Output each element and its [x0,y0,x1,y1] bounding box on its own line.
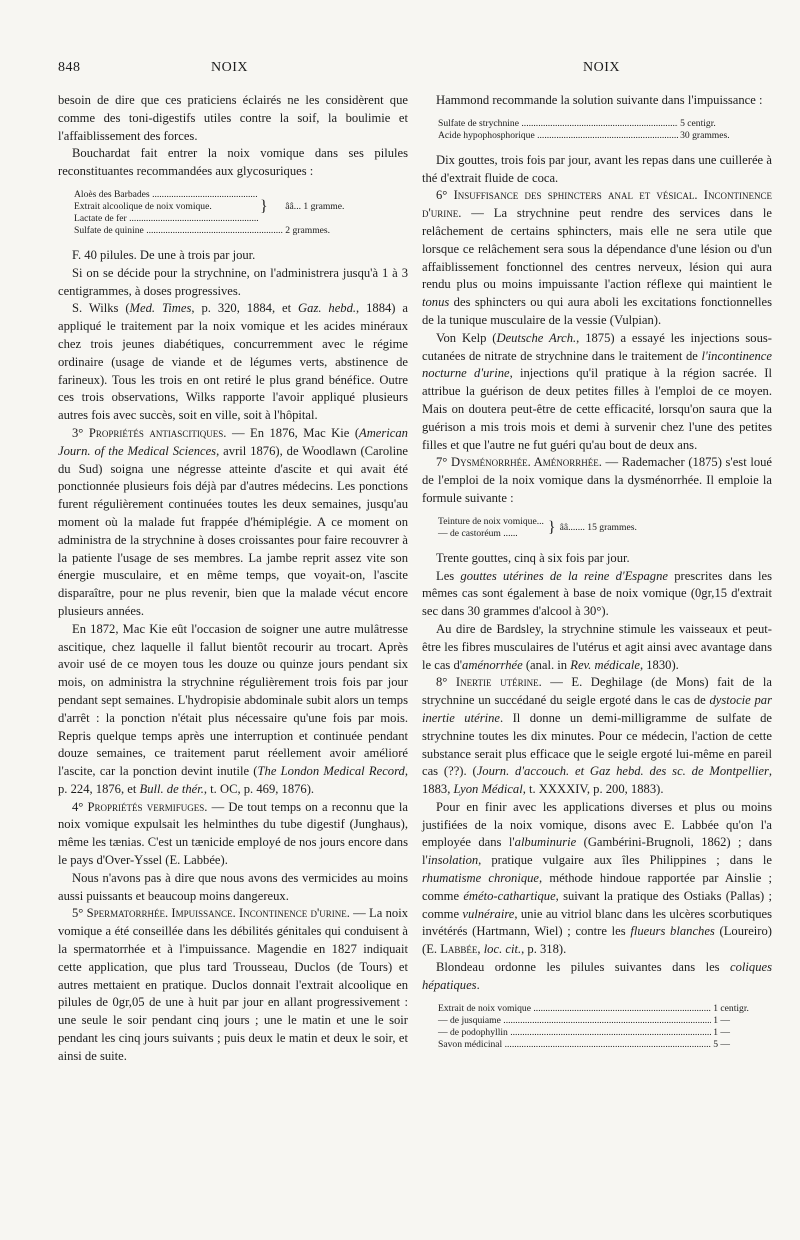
paragraph: Nous n'avons pas à dire que nous avons des vermicides au moins aussi puissants et beaucoup moins dangereux. [58,870,408,903]
running-head-right: NOIX [583,60,620,75]
paragraph: Au dire de Bardsley, la strychnine stimule les vaisseaux et peut-être les fibres musculaires de l'utérus et agit ainsi avec avantage dans le cas d'aménorrhée (anal. in Rev. médicale, 1830). [422,621,772,672]
formula-ingredient: Acide hypophosphorique ..... [436,130,678,142]
section-paragraph: 7° Dysménorrhée. Aménorrhée. — Rademacher (1875) s'est loué de l'emploi de la noix vomique dans la dysménorrhée. Il emploie la formule suivante : [422,455,773,505]
paragraph: S. Wilks (Med. Times, p. 320, 1884, et Gaz. hebd., 1884) a appliqué le traitement par la noix vomique et les acides minéraux chez trois jeunes diabétiques, concurremment avec le régime ordinaire (usage de viande et de légumes verts, abstinence de farineux). Tous les trois en ont retiré le plus grand bénéfice. Outre ces trois observations, Wilks rapporte l'avoir appliqué plusieurs autres fois avec succès, soit en ville, soit à l'hôpital. [58,301,409,423]
formula-table [436,516,639,540]
section-paragraph: 4° Propriétés vermifuges. — De tout temps on a reconnu que la noix vomique expulsait les helminthes du tube digestif (Junghaus), même les tænias. C'est un tænicide employé de nos jours encore dans le pays d'Over-Yssel (E. Labbée). [58,799,408,868]
section-heading: Propriétés vermifuges. [87,799,208,814]
section-heading: Inertie utérine. [455,675,542,690]
section-paragraph: 8° Inertie utérine. — E. Deghilage (de Mons) fait de la strychnine un succédané du seigle ergoté dans le cas de dystocie par inertie utérine. Il donne un demi-milligramme de sulfate de strychnine toutes les dix minutes. Pour ce médecin, l'action de cette substance serait plus efficace que le seigle ergoté lui-même en pareil cas (??). (Journ. d'accouch. et Gaz hebd. des sc. de Montpellier, 1883, Lyon Médical, t. XXXXIV, p. 200, 1883). [422,675,772,797]
paragraph: Von Kelp (Deutsche Arch., 1875) a essayé les injections sous-cutanées de nitrate de strychnine dans le traitement de l'incontinence nocturne d'urine, injections qu'il pratique à la région sacrée. Il attribue la guérison de deux petites filles à l'emploi de ce moyen. Mais on doutera peut-être de cette efficacité, lorsqu'on saura que la guérison a mis trois mois et demi à survenir chez l'une des petites filles et que l'autre ne fut guéri qu'au bout de deux ans. [422,330,772,452]
paragraph: En 1872, Mac Kie eût l'occasion de soigner une autre mulâtresse ascitique, chez laquelle il fallut bientôt recourir au trocart. Après avoir usé de ce moyen tous les douze ou quinze jours pendant six mois, on administra la strychnine régulièrement trois fois par jour pendant sept semaines. L'hydropisie abdominale subit alors un temps d'arrêt : la ponction n'était plus nécessaire qu'une fois par mois. Repris quelque temps après une interruption et continuée pendant douze semaines, ce traitement parut réellement avoir amélioré l'ascite, car la ponction devint inutile (The London Medical Record, p. 224, 1876, et Bull. de thér., t. OC, p. 469, 1876). [58,621,408,796]
paragraph: Bouchardat fait entrer la noix vomique dans ses pilules reconstituantes recommandées aux glycosuriques : [58,146,408,179]
formula-table [436,118,736,142]
formula-quantity: 2 grammes. [285,224,331,236]
section-paragraph: 3° Propriétés antiascitiques. — En 1876, Mac Kie (American Journ. of the Medical Sciences, avril 1876), de Woodlawn (Caroline du Sud) soigna une négresse atteinte d'ascite et qui avait été ponctionnée plusieurs fois déjà par d'autres médecins. Les ponctions furent régulièrement continuées toutes les deux semaines, jusqu'au moment où la malade fut frappée d'hémiplégie. A ce moment on administra de la strychnine à doses croissantes pour faire recouvrer à la patiente l'usage de ses membres. La jambe reprit assez vite son énergie musculaire, et en même temps, que voyait-on, l'ascite disparaître, pour ne plus revenir, bien que la malade vécut encore plusieurs années. [58,425,409,618]
formula-ingredient: — de jusquiame ..... [436,1015,711,1027]
formula-quantity: 1 — [713,1014,730,1026]
formula-ingredient: Extrait de noix vomique ..... [436,1003,711,1015]
section-heading: Dysménorrhée. Aménorrhée. [450,455,602,470]
formula-brace: } [260,197,268,215]
paragraph: Hammond recommande la solution suivante dans l'impuissance : [436,93,763,107]
paragraph: Trente gouttes, cinq à six fois par jour. [436,550,630,565]
paragraph: Dix gouttes, trois fois par jour, avant les repas dans une cuillerée à thé d'extrait fluide de coca. [422,152,772,185]
formula-quantity: ââ... 1 gramme. [285,200,345,212]
section-paragraph: 5° Spermatorrhée. Impuissance. Incontinence d'urine. — La noix vomique a été conseillée dans les débilités génitales qui conduisent à la spermatorrhée et à l'impuissance. Magendie en 1827 indiquait cette application, que plus tard Trousseau, Duclos (de Tours) et autres mettaient en pratique. Duclos donnait l'extrait alcoolique en pilules de 0gr,05 de une à huit par jour en allant progressivement : une seule le soir pendant cinq jours ; une le matin et une le soir pendant les cinq jours suivants ; puis deux le matin et deux le soir, et ainsi de suite. [58,906,408,1063]
section-heading: Spermatorrhée. Impuissance. Incontinence d'urine. [86,906,350,921]
formula-quantity: 30 grammes. [680,129,730,141]
running-head-left: NOIX [211,60,248,75]
section-heading: Propriétés antiascitiques. [88,425,227,440]
formula-ingredient: — de podophyllin ..... [436,1027,711,1039]
paragraph: Blondeau ordonne les pilules suivantes dans les coliques hépatiques. [422,960,772,992]
formula-quantity: 1 centigr. [713,1002,749,1014]
formula-ingredient: Sulfate de quinine ..... [72,225,283,237]
left-column [58,92,408,1066]
formula-ingredient: Sulfate de strychnine ..... [436,118,678,130]
formula-ingredient: Lactate de fer ..... [72,213,258,225]
formula-ingredient: Savon médicinal ..... [436,1039,711,1051]
section-paragraph: 6° Insuffisance des sphincters anal et vésical. Incontinence d'urine. — La strychnine peut rendre des services dans le relâchement de certains sphincters, mais elle ne sera utile que lorsque ce relâchement sera sous la dépendance d'une lésion ou d'un affaiblissement fonctionnel des centres nerveux, lésion qui aura rendu plus ou moins impuissante l'action réflexe qui maintient le tonus des sphincters ou qui aura aboli les excitations fonctionnelles de la tunique musculaire de la vessie (Vulpian). [422,188,772,327]
formula-ingredient: — de castoréum ...... [438,527,518,539]
formula-quantity: 1 — [713,1026,730,1038]
paragraph: F. 40 pilules. De une à trois par jour. [72,247,256,262]
right-column [422,92,772,1061]
formula-table [72,189,372,237]
paragraph: Si on se décide pour la strychnine, on l'administrera jusqu'à 1 à 3 centigrammes, à doses progressives. [58,265,408,298]
formula-ingredient: Aloès des Barbades ..... [72,189,258,201]
formula-ingredient: Extrait alcoolique de noix vomique. [74,200,212,212]
section-heading: Insuffisance des sphincters anal et vésical. Incontinence d'urine. [422,188,772,221]
paragraph: Pour en finir avec les applications diverses et plus ou moins justifiées de la noix vomique, disons avec E. Labbée qu'on l'a employée dans l'albuminurie (Gambérini-Brugnoli, 1862) ; dans l'insolation, pratique vulgaire aux îles Philippines ; dans le rhumatisme chronique, méthode hindoue rapportée par Ainslie ; comme éméto-cathartique, suivant la pratique des Ostiaks (Pallas) ; comme vulnéraire, unie au vitriol blanc dans les ulcères scorbutiques invétérés (Hartmann, Wiel) ; contre les flueurs blanches (Loureiro) (E. Labbée, loc. cit., p. 318). [422,799,773,957]
formula-ingredient: Teinture de noix vomique... [438,515,544,527]
paragraph: besoin de dire que ces praticiens éclairés ne les considèrent que comme des toni-digestifs utiles contre la soif, la boulimie et l'affaiblissement des forces. [58,93,408,143]
formula-quantity: 5 centigr. [680,117,716,129]
formula-quantity: 5 — [713,1038,730,1050]
formula-brace: } [547,518,556,536]
paragraph: Les gouttes utérines de la reine d'Espagne prescrites dans les mêmes cas sont également à base de noix vomique (0gr,15 d'extrait sec dans 30 grammes d'alcool à 30°). [422,568,772,619]
formula-table [436,1003,756,1051]
formula-quantity: ââ....... 15 grammes. [559,521,637,533]
page-number: 848 [58,60,81,75]
